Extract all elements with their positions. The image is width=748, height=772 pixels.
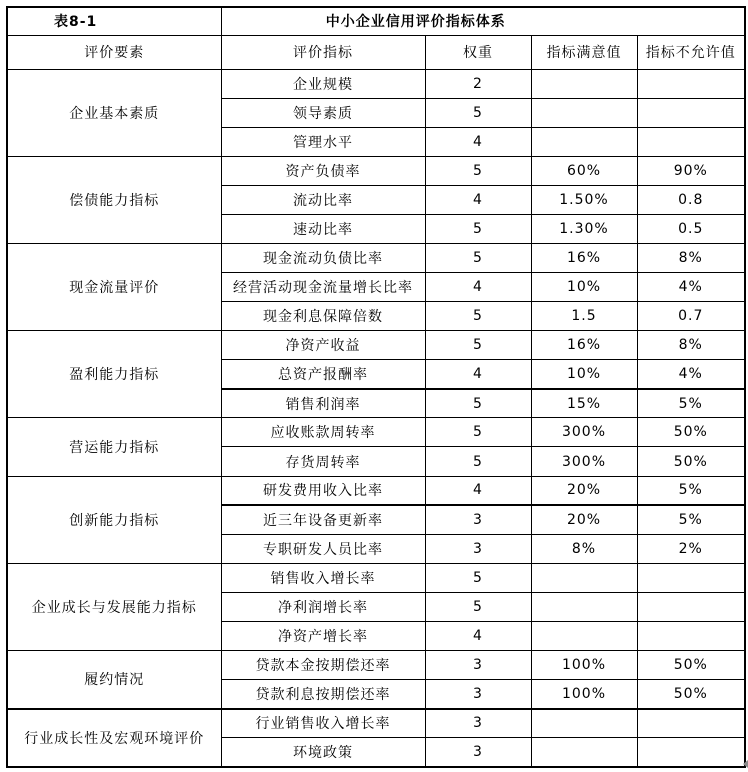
weight-cell: 5 [425,244,531,273]
not-allowed-value-cell [637,621,745,650]
table-body [7,69,745,767]
indicator-cell: 总资产报酬率 [221,360,425,389]
weight-cell: 4 [425,185,531,214]
not-allowed-value-cell [637,563,745,592]
weight-cell: 4 [425,476,531,505]
factor-cell: 现金流量评价 [7,244,221,331]
factor-cell: 行业成长性及宏观环境评价 [7,709,221,767]
header-indicator: 评价指标 [221,35,425,69]
not-allowed-value-cell [637,69,745,98]
not-allowed-value-cell: 5% [637,389,745,418]
factor-cell: 企业基本素质 [7,69,221,156]
weight-cell: 4 [425,621,531,650]
not-allowed-value-cell: 50% [637,418,745,447]
satisfactory-value-cell: 8% [531,534,637,563]
not-allowed-value-cell: 50% [637,650,745,679]
satisfactory-value-cell: 100% [531,650,637,679]
factor-cell: 创新能力指标 [7,476,221,563]
weight-cell: 3 [425,505,531,534]
indicator-cell: 销售利润率 [221,389,425,418]
weight-cell: 3 [425,709,531,738]
factor-cell: 营运能力指标 [7,418,221,476]
indicator-cell: 资产负债率 [221,156,425,185]
satisfactory-value-cell: 100% [531,679,637,708]
indicator-cell: 研发费用收入比率 [221,476,425,505]
weight-cell: 5 [425,418,531,447]
not-allowed-value-cell [637,738,745,767]
not-allowed-value-cell [637,709,745,738]
indicator-cell: 企业规模 [221,69,425,98]
header-factor: 评价要素 [7,35,221,69]
indicator-cell: 贷款本金按期偿还率 [221,650,425,679]
header-satisfactory: 指标满意值 [531,35,637,69]
indicator-cell: 净利润增长率 [221,592,425,621]
indicator-cell: 销售收入增长率 [221,563,425,592]
indicator-cell: 领导素质 [221,98,425,127]
weight-cell: 5 [425,214,531,243]
table-row [7,563,745,592]
not-allowed-value-cell: 4% [637,360,745,389]
satisfactory-value-cell: 16% [531,331,637,360]
weight-cell: 4 [425,360,531,389]
credit-evaluation-table [6,6,746,768]
not-allowed-value-cell: 8% [637,244,745,273]
table-title-row [7,7,745,35]
satisfactory-value-cell [531,98,637,127]
satisfactory-value-cell: 60% [531,156,637,185]
weight-cell: 4 [425,273,531,302]
weight-cell: 2 [425,69,531,98]
weight-cell: 5 [425,302,531,331]
weight-cell: 5 [425,331,531,360]
table-row [7,244,745,273]
indicator-cell: 环境政策 [221,738,425,767]
not-allowed-value-cell [637,98,745,127]
weight-cell: 3 [425,738,531,767]
table-row [7,650,745,679]
header-not-allowed: 指标不允许值 [637,35,745,69]
indicator-cell: 贷款利息按期偿还率 [221,679,425,708]
satisfactory-value-cell [531,621,637,650]
factor-cell: 履约情况 [7,650,221,708]
indicator-cell: 速动比率 [221,214,425,243]
satisfactory-value-cell: 10% [531,360,637,389]
table-row [7,476,745,505]
indicator-cell: 净资产增长率 [221,621,425,650]
factor-cell: 偿债能力指标 [7,156,221,243]
not-allowed-value-cell: 5% [637,476,745,505]
weight-cell: 3 [425,534,531,563]
table-row [7,331,745,360]
satisfactory-value-cell: 1.50% [531,185,637,214]
factor-cell: 企业成长与发展能力指标 [7,563,221,650]
not-allowed-value-cell: 0.7 [637,302,745,331]
satisfactory-value-cell [531,127,637,156]
not-allowed-value-cell: 4% [637,273,745,302]
indicator-cell: 专职研发人员比率 [221,534,425,563]
satisfactory-value-cell [531,709,637,738]
not-allowed-value-cell: 90% [637,156,745,185]
not-allowed-value-cell [637,127,745,156]
satisfactory-value-cell [531,563,637,592]
satisfactory-value-cell: 10% [531,273,637,302]
factor-cell: 盈利能力指标 [7,331,221,418]
weight-cell: 5 [425,389,531,418]
satisfactory-value-cell: 20% [531,476,637,505]
indicator-cell: 流动比率 [221,185,425,214]
not-allowed-value-cell: 8% [637,331,745,360]
table-caption: 表8-1 [7,7,221,35]
indicator-cell: 经营活动现金流量增长比率 [221,273,425,302]
not-allowed-value-cell: 50% [637,679,745,708]
satisfactory-value-cell: 300% [531,418,637,447]
table-row [7,418,745,447]
weight-cell: 5 [425,563,531,592]
not-allowed-value-cell: 0.5 [637,214,745,243]
weight-cell: 4 [425,127,531,156]
satisfactory-value-cell: 20% [531,505,637,534]
weight-cell: 5 [425,156,531,185]
indicator-cell: 应收账款周转率 [221,418,425,447]
table-row [7,156,745,185]
not-allowed-value-cell: 2% [637,534,745,563]
table-row [7,709,745,738]
weight-cell: 5 [425,592,531,621]
not-allowed-value-cell: 50% [637,447,745,476]
indicator-cell: 近三年设备更新率 [221,505,425,534]
indicator-cell: 行业销售收入增长率 [221,709,425,738]
indicator-cell: 现金利息保障倍数 [221,302,425,331]
weight-cell: 5 [425,98,531,127]
indicator-cell: 管理水平 [221,127,425,156]
indicator-cell: 现金流动负债比率 [221,244,425,273]
satisfactory-value-cell: 1.5 [531,302,637,331]
satisfactory-value-cell [531,69,637,98]
weight-cell: 3 [425,679,531,708]
satisfactory-value-cell: 1.30% [531,214,637,243]
indicator-cell: 净资产收益 [221,331,425,360]
table-row [7,69,745,98]
not-allowed-value-cell: 5% [637,505,745,534]
header-weight: 权重 [425,35,531,69]
satisfactory-value-cell: 15% [531,389,637,418]
satisfactory-value-cell: 16% [531,244,637,273]
table-title: 中小企业信用评价指标体系 [221,7,745,35]
not-allowed-value-cell: 0.8 [637,185,745,214]
not-allowed-value-cell [637,592,745,621]
table-header-row [7,35,745,69]
satisfactory-value-cell [531,592,637,621]
weight-cell: 3 [425,650,531,679]
satisfactory-value-cell [531,738,637,767]
indicator-cell: 存货周转率 [221,447,425,476]
satisfactory-value-cell: 300% [531,447,637,476]
weight-cell: 5 [425,447,531,476]
